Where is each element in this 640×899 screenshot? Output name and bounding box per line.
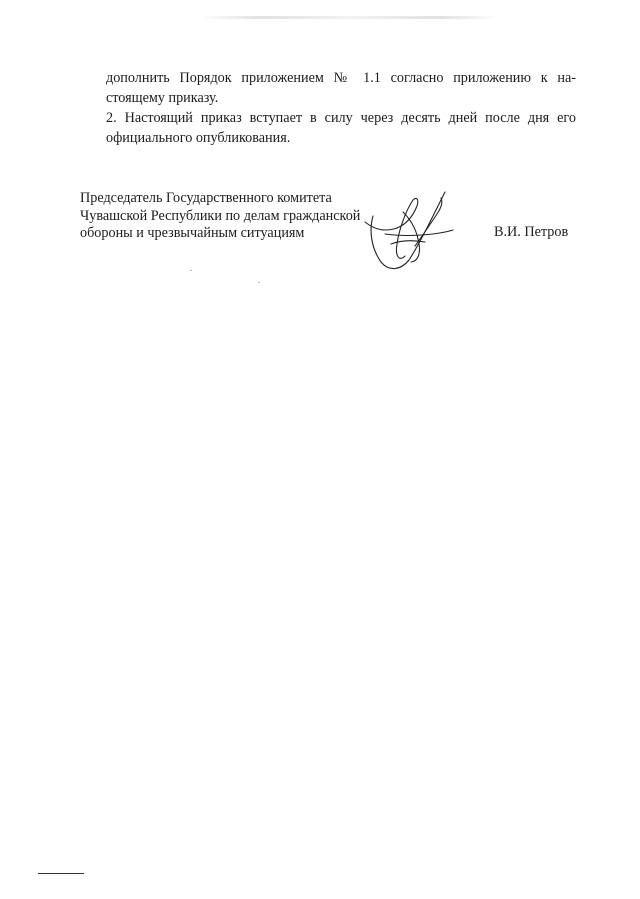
text-line: 2. Настоящий приказ вступает в силу через десять дней после дня его (106, 110, 576, 126)
position-line: обороны и чрезвычайным ситуациям (80, 225, 305, 241)
signer-name: В.И. Петров (494, 224, 569, 240)
text-line: официального опубликования. (106, 130, 291, 146)
document-body (80, 68, 576, 148)
signatory-position (80, 190, 360, 243)
handwritten-signature (355, 186, 455, 278)
footnote-separator (38, 873, 84, 874)
text-line: дополнить Порядок приложением № 1.1 согласно приложению к на- (106, 70, 576, 86)
position-line: Председатель Государственного комитета (80, 190, 332, 206)
paragraph-effective-date (80, 108, 576, 148)
position-line: Чувашской Республики по делам гражданской (80, 207, 361, 224)
text-line: стоящему приказу. (106, 90, 219, 106)
scan-speck (190, 270, 192, 271)
scan-artifact-top (200, 16, 500, 19)
paragraph-amendment (80, 68, 576, 108)
scan-speck (258, 282, 260, 283)
